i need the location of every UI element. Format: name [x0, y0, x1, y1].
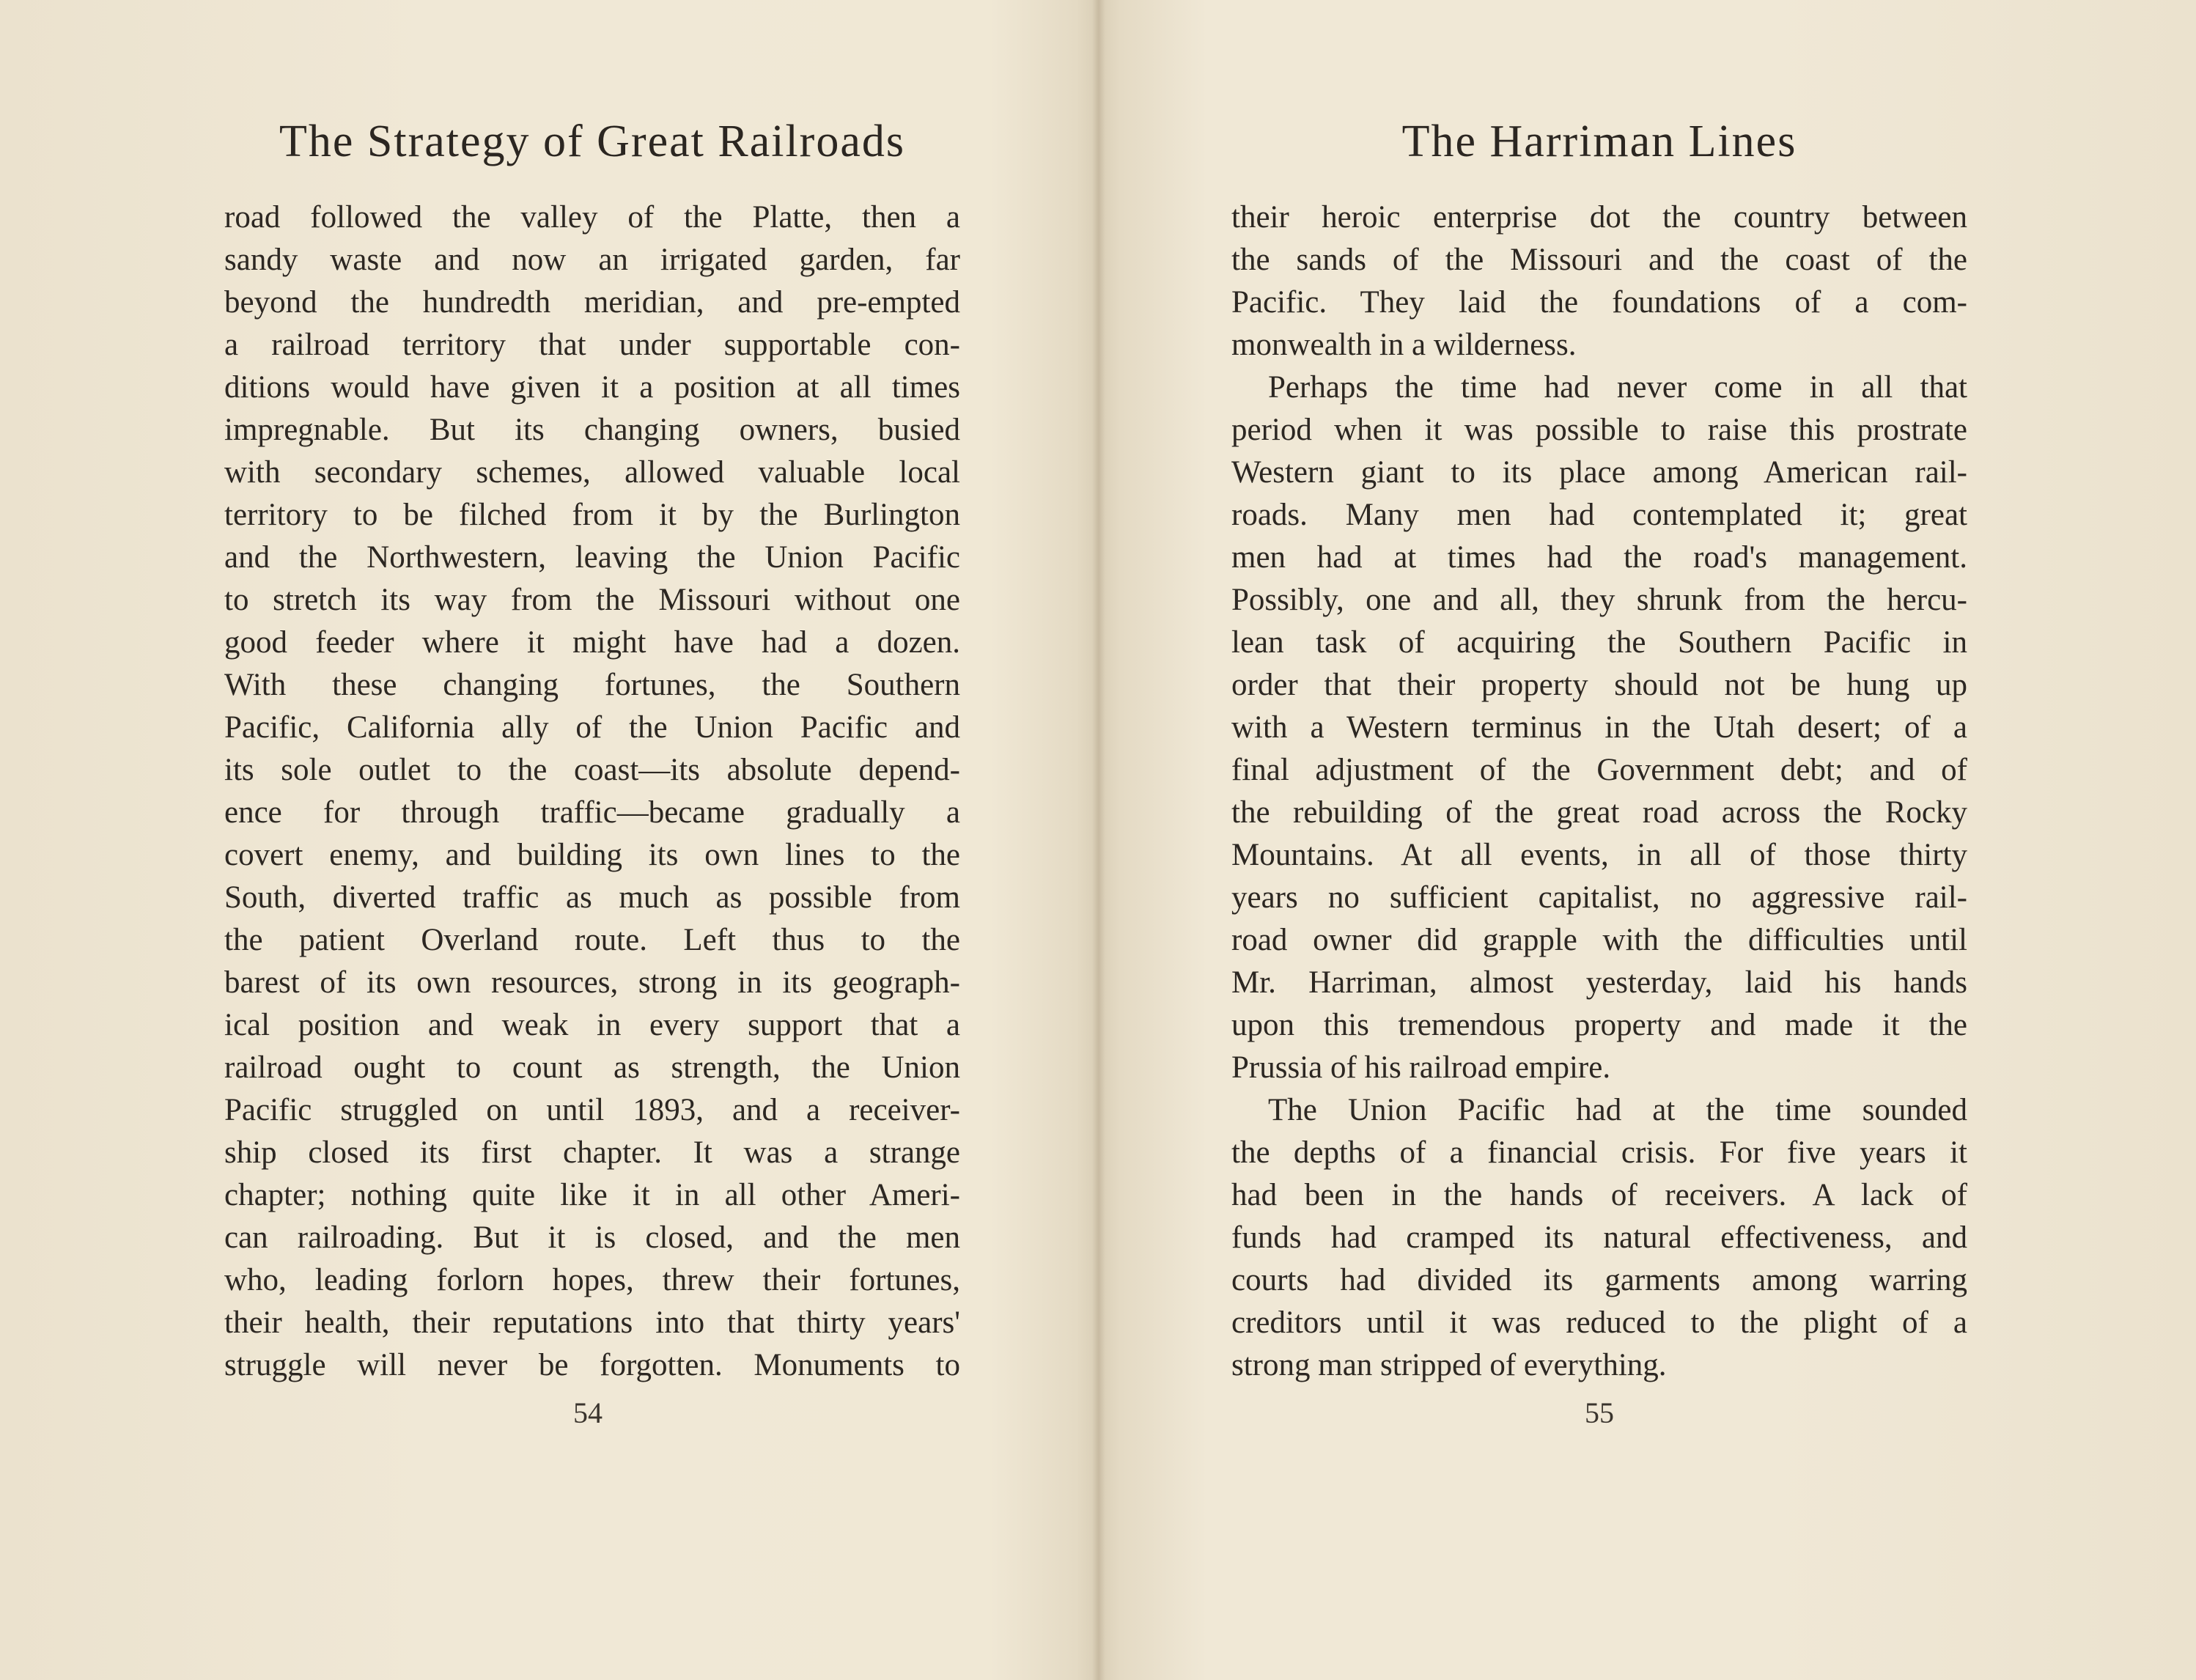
text-line: their heroic enterprise dot the country between: [1231, 200, 1967, 235]
right-page: [1231, 0, 1967, 1680]
text-line: strong man stripped of everything.: [1231, 1348, 1667, 1382]
text-line: With these changing fortunes, the Southern: [224, 668, 960, 702]
text-line: the sands of the Missouri and the coast of the: [1231, 243, 1967, 277]
text-line: who, leading forlorn hopes, threw their fortunes,: [224, 1263, 960, 1297]
text-line: ence for through traffic—became gradually a: [224, 795, 960, 830]
text-line: struggle will never be forgotten. Monuments to: [224, 1348, 960, 1382]
text-line: road owner did grapple with the difficulties until: [1231, 923, 1967, 957]
right-running-head: The Harriman Lines: [1401, 117, 1797, 166]
text-line: ical position and weak in every support that a: [224, 1008, 960, 1042]
text-line: The Union Pacific had at the time sounded: [1268, 1093, 1967, 1127]
text-line: monwealth in a wilderness.: [1231, 328, 1577, 362]
text-line: Possibly, one and all, they shrunk from the hercu-: [1231, 583, 1967, 617]
text-line: barest of its own resources, strong in its geograph-: [224, 965, 960, 1000]
text-line: beyond the hundredth meridian, and pre-empted: [224, 285, 960, 320]
text-line: territory to be filched from it by the Burlington: [224, 498, 960, 532]
left-page: [224, 0, 960, 1680]
text-line: road followed the valley of the Platte, then a: [224, 200, 960, 235]
text-line: sandy waste and now an irrigated garden, far: [224, 243, 960, 277]
text-line: Pacific, California ally of the Union Pacific and: [224, 710, 960, 745]
text-line: order that their property should not be hung up: [1231, 668, 1967, 702]
book-gutter: [1092, 0, 1105, 1680]
text-line: covert enemy, and building its own lines to the: [224, 838, 960, 872]
text-line: upon this tremendous property and made it the: [1231, 1008, 1967, 1042]
text-line: railroad ought to count as strength, the Union: [224, 1050, 960, 1085]
text-line: Mountains. At all events, in all of those thirty: [1231, 838, 1967, 872]
text-line: can railroading. But it is closed, and the men: [224, 1220, 960, 1255]
left-body-text: [224, 196, 960, 1387]
text-line: to stretch its way from the Missouri without one: [224, 583, 960, 617]
text-line: period when it was possible to raise this prostrate: [1231, 413, 1967, 447]
right-body-text: [1231, 196, 1967, 1387]
left-running-head: The Strategy of Great Railroads: [279, 117, 905, 166]
text-line: years no sufficient capitalist, no aggressive rail-: [1231, 880, 1967, 915]
text-line: ditions would have given it a position at all times: [224, 370, 960, 405]
text-line: ship closed its first chapter. It was a strange: [224, 1135, 960, 1170]
text-line: and the Northwestern, leaving the Union Pacific: [224, 540, 960, 575]
text-line: Pacific. They laid the foundations of a com-: [1231, 285, 1967, 320]
text-line: chapter; nothing quite like it in all other Ameri-: [224, 1178, 960, 1212]
text-line: with secondary schemes, allowed valuable local: [224, 455, 960, 490]
text-line: final adjustment of the Government debt; and of: [1231, 753, 1967, 787]
text-line: lean task of acquiring the Southern Pacific in: [1231, 625, 1967, 660]
text-line: impregnable. But its changing owners, busied: [224, 413, 960, 447]
text-line: Perhaps the time had never come in all that: [1268, 370, 1967, 405]
text-line: Western giant to its place among American rail-: [1231, 455, 1967, 490]
text-line: Pacific struggled on until 1893, and a receiver-: [224, 1093, 960, 1127]
text-line: a railroad territory that under supportable con-: [224, 328, 960, 362]
text-line: creditors until it was reduced to the plight of a: [1231, 1305, 1967, 1340]
text-line: courts had divided its garments among warring: [1231, 1263, 1967, 1297]
left-page-number: 54: [573, 1396, 603, 1429]
text-line: its sole outlet to the coast—its absolute depend-: [224, 753, 960, 787]
text-line: with a Western terminus in the Utah desert; of a: [1231, 710, 1967, 745]
text-line: Mr. Harriman, almost yesterday, laid his hands: [1231, 965, 1967, 1000]
text-line: good feeder where it might have had a dozen.: [224, 625, 960, 660]
text-line: South, diverted traffic as much as possible from: [224, 880, 960, 915]
text-line: funds had cramped its natural effectiveness, and: [1231, 1220, 1967, 1255]
text-line: their health, their reputations into that thirty years': [224, 1305, 960, 1340]
text-line: the depths of a financial crisis. For five years it: [1231, 1135, 1967, 1170]
text-line: Prussia of his railroad empire.: [1231, 1050, 1611, 1085]
text-line: roads. Many men had contemplated it; great: [1231, 498, 1967, 532]
text-line: had been in the hands of receivers. A lack of: [1231, 1178, 1967, 1212]
text-line: the patient Overland route. Left thus to the: [224, 923, 960, 957]
text-line: men had at times had the road's management.: [1231, 540, 1967, 575]
text-line: the rebuilding of the great road across the Rocky: [1231, 795, 1967, 830]
right-page-number: 55: [1585, 1396, 1614, 1429]
